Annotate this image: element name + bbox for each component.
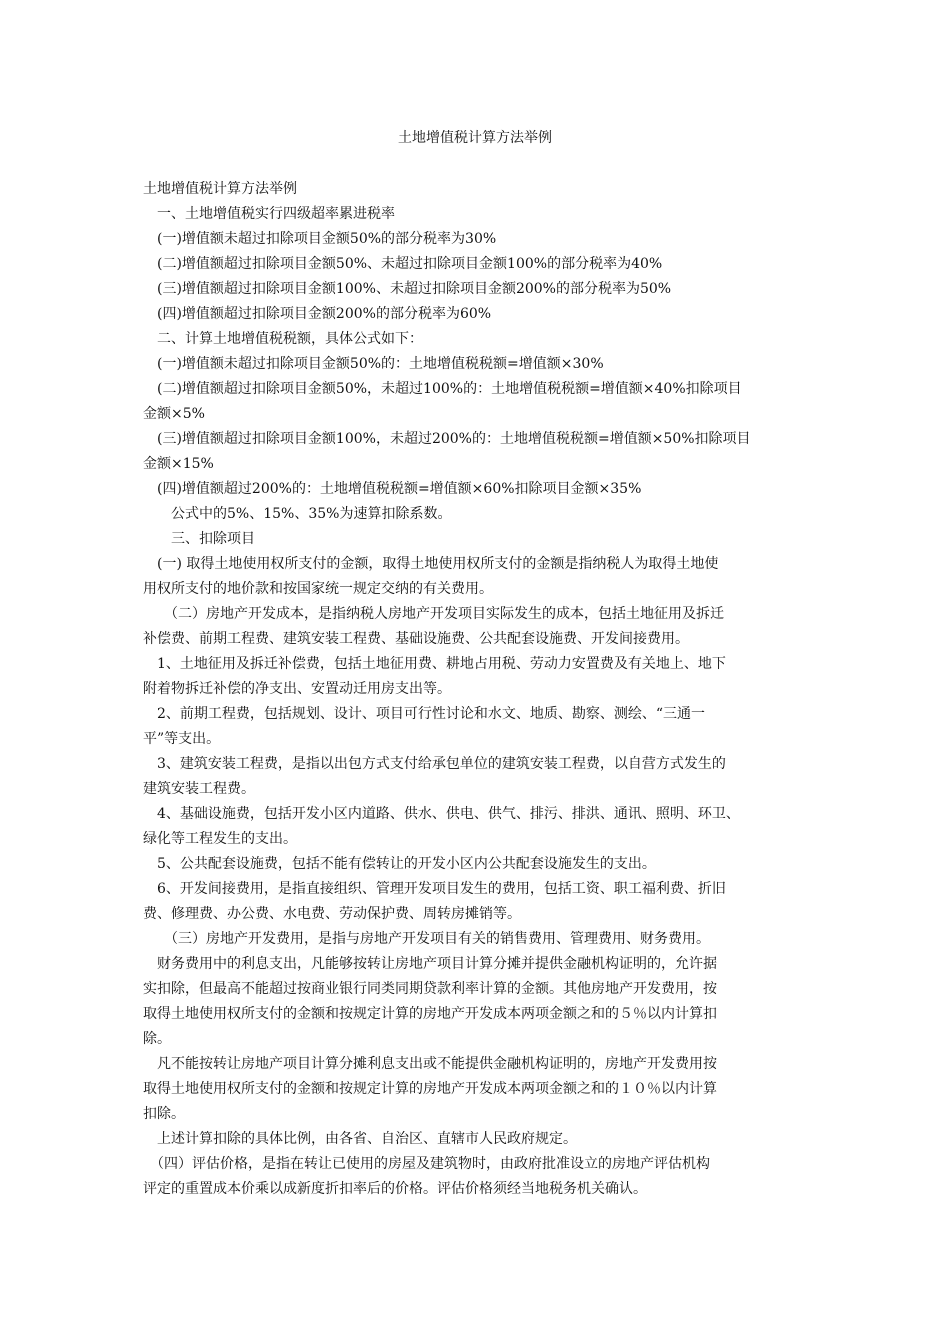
text-line: 用权所支付的地价款和按国家统一规定交纳的有关费用。 <box>143 581 493 597</box>
text-line: 4、基础设施费，包括开发小区内道路、供水、供电、供气、排污、排洪、通讯、照明、环卫、 <box>143 806 740 822</box>
text-line: (四)增值额超过扣除项目金额200%的部分税率为60% <box>143 306 492 322</box>
text-line: (三)增值额超过扣除项目金额100%、未超过扣除项目金额200%的部分税率为50% <box>143 281 672 297</box>
text-line: 一、土地增值税实行四级超率累进税率 <box>143 206 395 222</box>
text-line: 补偿费、前期工程费、建筑安装工程费、基础设施费、公共配套设施费、开发间接费用。 <box>143 631 689 647</box>
text-line: 3、建筑安装工程费，是指以出包方式支付给承包单位的建筑安装工程费，以自营方式发生的 <box>143 756 726 772</box>
text-line: 土地增值税计算方法举例 <box>143 181 297 197</box>
text-line: 公式中的5%、15%、35%为速算扣除系数。 <box>143 506 452 522</box>
text-line: 附着物拆迁补偿的净支出、安置动迁用房支出等。 <box>143 681 451 697</box>
text-line: 建筑安装工程费。 <box>143 781 255 797</box>
text-line: 上述计算扣除的具体比例，由各省、自治区、直辖市人民政府规定。 <box>143 1131 577 1147</box>
text-line: 三、扣除项目 <box>143 531 255 547</box>
text-line: 2、前期工程费，包括规划、设计、项目可行性讨论和水文、地质、勘察、测绘、“三通一 <box>143 706 706 722</box>
text-line: (二)增值额超过扣除项目金额50%、未超过扣除项目金额100%的部分税率为40% <box>143 256 663 272</box>
text-line: (一) 取得土地使用权所支付的金额，取得土地使用权所支付的金额是指纳税人为取得土地使 <box>143 556 719 572</box>
text-line: 除。 <box>143 1031 171 1047</box>
document-title: 土地增值税计算方法举例 <box>398 130 552 146</box>
text-line: 费、修理费、办公费、水电费、劳动保护费、周转房摊销等。 <box>143 906 521 922</box>
text-line: 金额×15% <box>143 456 214 472</box>
text-line: (二)增值额超过扣除项目金额50%，未超过100%的：土地增值税税额=增值额×40%扣除项目 <box>143 381 742 397</box>
text-line: 扣除。 <box>143 1106 185 1122</box>
text-line: 金额×5% <box>143 406 205 422</box>
text-line: （三）房地产开发费用，是指与房地产开发项目有关的销售费用、管理费用、财务费用。 <box>143 931 710 947</box>
text-line: 绿化等工程发生的支出。 <box>143 831 297 847</box>
text-line: 取得土地使用权所支付的金额和按规定计算的房地产开发成本两项金额之和的１０％以内计算 <box>143 1081 717 1097</box>
text-line: 凡不能按转让房地产项目计算分摊利息支出或不能提供金融机构证明的，房地产开发费用按 <box>143 1056 717 1072</box>
text-line: 6、开发间接费用，是指直接组织、管理开发项目发生的费用，包括工资、职工福利费、折旧 <box>143 881 726 897</box>
text-line: 实扣除，但最高不能超过按商业银行同类同期贷款利率计算的金额。其他房地产开发费用，按 <box>143 981 717 997</box>
text-line: 平”等支出。 <box>143 731 221 747</box>
text-line: 财务费用中的利息支出，凡能够按转让房地产项目计算分摊并提供金融机构证明的，允许据 <box>143 956 717 972</box>
text-line: （二）房地产开发成本，是指纳税人房地产开发项目实际发生的成本，包括土地征用及拆迁 <box>143 606 724 622</box>
text-line: 1、土地征用及拆迁补偿费，包括土地征用费、耕地占用税、劳动力安置费及有关地上、地下 <box>143 656 726 672</box>
text-line: (一)增值额未超过扣除项目金额50%的：土地增值税税额=增值额×30% <box>143 356 604 372</box>
text-line: (一)增值额未超过扣除项目金额50%的部分税率为30% <box>143 231 497 247</box>
text-line: (四)增值额超过200%的：土地增值税税额=增值额×60%扣除项目金额×35% <box>143 481 642 497</box>
text-line: 评定的重置成本价乘以成新度折扣率后的价格。评估价格须经当地税务机关确认。 <box>143 1181 647 1197</box>
text-line: （四）评估价格，是指在转让已使用的房屋及建筑物时，由政府批准设立的房地产评估机构 <box>143 1156 710 1172</box>
text-line: (三)增值额超过扣除项目金额100%，未超过200%的：土地增值税税额=增值额×50%扣除项目 <box>143 431 751 447</box>
text-line: 二、计算土地增值税税额，具体公式如下： <box>143 331 423 347</box>
text-line: 取得土地使用权所支付的金额和按规定计算的房地产开发成本两项金额之和的５％以内计算扣 <box>143 1006 717 1022</box>
text-line: 5、公共配套设施费，包括不能有偿转让的开发小区内公共配套设施发生的支出。 <box>143 856 656 872</box>
document-body <box>143 177 813 1202</box>
